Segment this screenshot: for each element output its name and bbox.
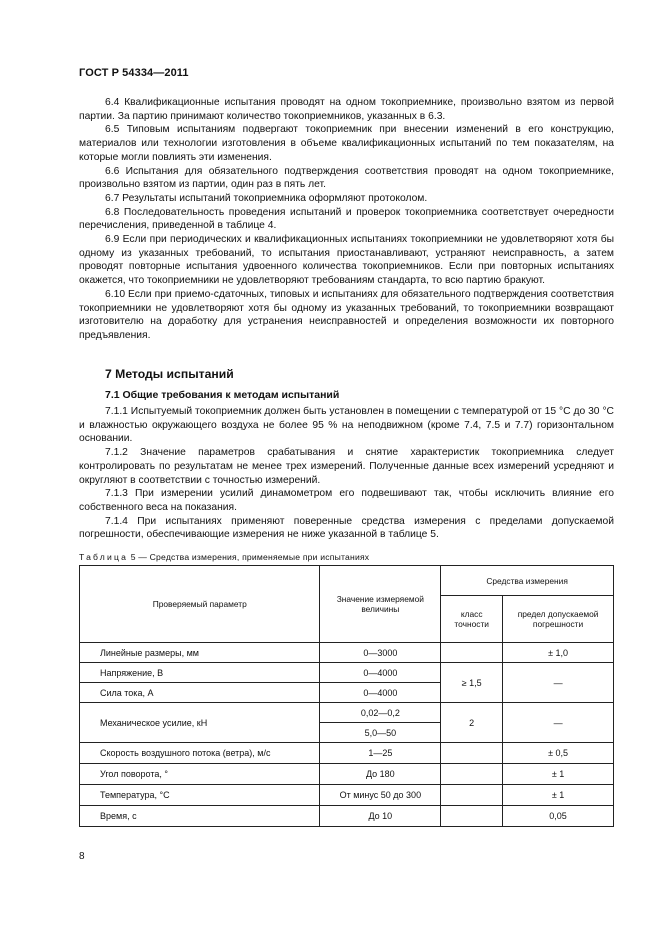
cell-error: — [503,663,614,703]
cell-error: ± 1 [503,764,614,785]
cell-param: Сила тока, А [80,683,320,703]
cell-value: 0—3000 [320,643,441,663]
cell-class [441,743,503,764]
cell-param: Угол поворота, ° [80,764,320,785]
cell-param: Скорость воздушного потока (ветра), м/с [80,743,320,764]
cell-class [441,806,503,827]
cell-class [441,785,503,806]
section-title: 7 Методы испытаний [105,367,234,381]
cell-param: Время, с [80,806,320,827]
paragraph-7-1-2: 7.1.2 Значение параметров срабатывания и снятие характеристик токоприемника следует контролировать по результатам не менее трех измерений. Полученные данные всех измерений усредняют и округляют в соответствии с точностью измерений. [79,447,614,486]
table-row [80,643,614,663]
table-row [80,663,614,683]
paragraph-6-10: 6.10 Если при приемо-сдаточных, типовых и испытаниях для обязательного подтверждения соответствия токоприемники не удовлетворяют хотя бы одному из указанных требований, то токоприемники возвращают изготовителю на доработку для устранения неисправностей и определения возможности их повторного предъявления. [79,288,614,341]
header-error: предел допускаемой погрешности [503,596,614,643]
cell-value: До 180 [320,764,441,785]
measurement-table [79,565,614,827]
cell-error: 0,05 [503,806,614,827]
cell-value: 1—25 [320,743,441,764]
table-caption-text: 5 — Средства измерения, применяемые при испытаниях [130,552,370,562]
cell-param: Напряжение, В [80,663,320,683]
table-row [80,785,614,806]
table-caption [79,552,369,562]
paragraph-6-4: 6.4 Квалификационные испытания проводят на одном токоприемнике, произвольно взятом из первой партии. За партию принимают количество токоприемников, указанных в 6.3. [79,97,614,122]
cell-class [441,764,503,785]
cell-value: 0—4000 [320,663,441,683]
cell-param: Механическое усилие, кН [80,703,320,743]
cell-class: 2 [441,703,503,743]
page-number: 8 [79,851,85,862]
cell-class: ≥ 1,5 [441,663,503,703]
cell-error: — [503,703,614,743]
header-param: Проверяемый параметр [80,566,320,643]
paragraph-6-8: 6.8 Последовательность проведения испытаний и проверок токоприемника соответствует очередности перечисления, приведенной в таблице 4. [79,206,614,232]
subsection-title: 7.1 Общие требования к методам испытаний [105,389,340,401]
table-row [80,764,614,785]
cell-param: Температура, °С [80,785,320,806]
section-6-text [79,96,614,343]
cell-error: ± 0,5 [503,743,614,764]
cell-error: ± 1,0 [503,643,614,663]
paragraph-7-1-1: 7.1.1 Испытуемый токоприемник должен быть установлен в помещении с температурой от 15 °С до 30 °С и влажностью окружающего воздуха не более 95 % на неподвижном (кроме 7.4, 7.5 и 7.7) горизонтальном основании. [79,406,614,445]
cell-param: Линейные размеры, мм [80,643,320,663]
cell-value: 5,0—50 [320,723,441,743]
paragraph-7-1-3: 7.1.3 При измерении усилий динамометром его подвешивают так, чтобы исключить влияние его собственного веса на показания. [79,488,614,513]
table-caption-word: Таблица [79,552,129,562]
paragraph-7-1-4: 7.1.4 При испытаниях применяют поверенные средства измерения с пределами допускаемой погрешности, обеспечивающие измерения не ниже указанной в таблице 5. [79,515,614,541]
table-row [80,806,614,827]
cell-value: До 10 [320,806,441,827]
table-row [80,743,614,764]
cell-error: ± 1 [503,785,614,806]
cell-value: 0,02—0,2 [320,703,441,723]
document-header: ГОСТ Р 54334—2011 [79,67,189,79]
table-row [80,703,614,723]
section-7-1-text [79,405,614,542]
paragraph-6-5: 6.5 Типовым испытаниям подвергают токоприемник при внесении изменений в его конструкцию, материалов или технологии изготовления в объеме квалификационных испытаний по тем показателям, на которые могли повлиять эти изменения. [79,124,614,163]
cell-value: От минус 50 до 300 [320,785,441,806]
cell-value: 0—4000 [320,683,441,703]
paragraph-6-9: 6.9 Если при периодических и квалификационных испытаниях токоприемники не удовлетворяют хотя бы одному из указанных требований, то испытания приостанавливают, устраняют неисправность, а затем проводят повторные испытания удвоенного количества токоприемников. Если при повторных испытаниях окажется, что токоприемники не удовлетворяют требованиям стандарта, то всю партию бракуют. [79,234,614,287]
header-value: Значение измеряемой величины [320,566,441,643]
paragraph-6-6: 6.6 Испытания для обязательного подтверждения соответствия проводят на одном токоприемнике, произвольно взятом из партии, один раз в пять лет. [79,165,614,191]
header-class: класс точности [441,596,503,643]
header-means: Средства измерения [441,566,614,596]
cell-class [441,643,503,663]
paragraph-6-7: 6.7 Результаты испытаний токоприемника оформляют протоколом. [105,192,428,204]
